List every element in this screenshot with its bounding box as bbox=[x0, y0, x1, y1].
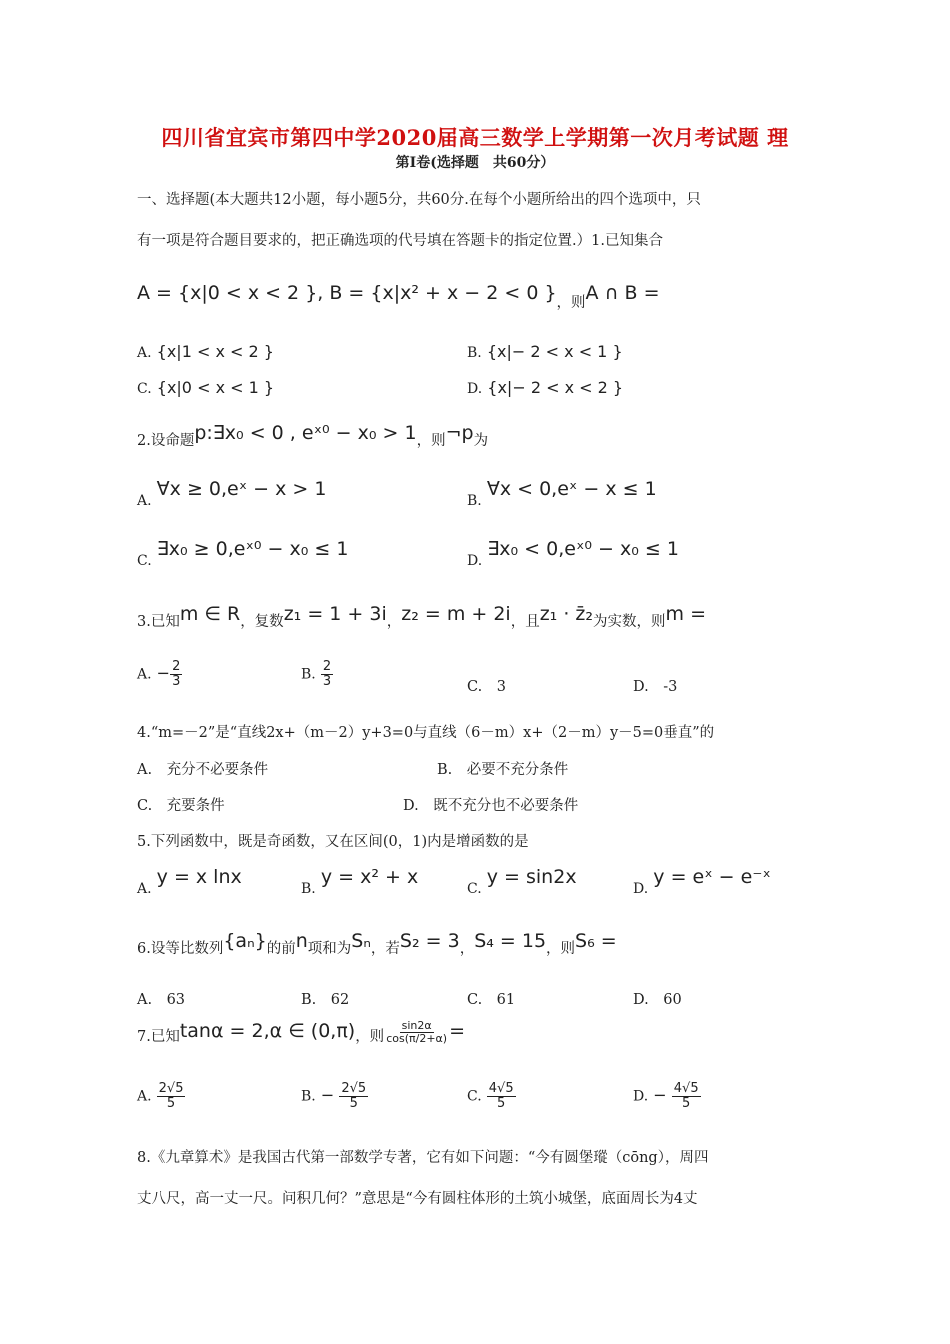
intro-line-2: 有一项是符合题目要求的，把正确选项的代号填在答题卡的指定位置.）1.已知集合 bbox=[137, 233, 663, 249]
q4-option-d: D. 既不充分也不必要条件 bbox=[403, 798, 579, 814]
option-math: y = eˣ − e⁻ˣ bbox=[653, 866, 771, 888]
q3-m1: m ∈ R bbox=[179, 603, 241, 625]
option-text: -3 bbox=[663, 679, 678, 695]
q3-t1: ，复数 bbox=[240, 614, 284, 630]
q6-m6: S₆ = bbox=[575, 930, 617, 952]
fraction-numerator: 2 bbox=[172, 659, 181, 674]
option-math: {x|− 2 < x < 1 } bbox=[486, 342, 623, 361]
q1-option-a bbox=[137, 342, 274, 361]
q6-option-c: C. 61 bbox=[467, 992, 516, 1008]
option-label: C. bbox=[467, 1088, 482, 1105]
q6-t4: ， bbox=[459, 941, 475, 957]
fraction-denominator: cos(π/2+α) bbox=[386, 1032, 448, 1045]
option-label: A. bbox=[137, 493, 152, 509]
option-label: A. bbox=[137, 345, 152, 361]
q3-m4: z₁ · z̄₂ bbox=[539, 603, 594, 625]
q6-option-d: D. 60 bbox=[633, 992, 682, 1008]
option-label: C. bbox=[137, 553, 152, 569]
option-fraction bbox=[487, 1082, 516, 1110]
q5-stem: 5.下列函数中，既是奇函数，又在区间(0，1)内是增函数的是 bbox=[137, 834, 529, 850]
q7-fraction bbox=[384, 1020, 449, 1044]
q7-option-c bbox=[467, 1082, 516, 1110]
q7-option-b bbox=[301, 1082, 368, 1110]
option-label: D. bbox=[467, 553, 483, 569]
option-label: D. bbox=[633, 1088, 649, 1105]
q7-m1: tanα = 2,α ∈ (0,π) bbox=[179, 1020, 356, 1042]
option-text: 3 bbox=[496, 679, 506, 695]
option-sign: − bbox=[156, 663, 171, 683]
q1-option-c bbox=[137, 378, 274, 397]
q2-math2: ¬p bbox=[445, 422, 474, 444]
option-label: C. bbox=[137, 381, 152, 397]
q6-pre: 6.设等比数列 bbox=[137, 941, 224, 957]
q6-m5: S₄ = 15 bbox=[474, 930, 547, 952]
q4-option-a: A. 充分不必要条件 bbox=[137, 762, 269, 778]
option-label: D. bbox=[467, 381, 483, 397]
q3-t2: ， bbox=[386, 614, 402, 630]
option-math: ∀x ≥ 0,eˣ − x > 1 bbox=[156, 478, 327, 500]
option-label: A. bbox=[137, 881, 152, 897]
intro-line-1: 一、选择题(本大题共12小题，每小题5分，共60分.在每个小题所给出的四个选项中，只 bbox=[137, 192, 701, 208]
option-math: {x|0 < x < 1 } bbox=[156, 378, 275, 397]
option-label: A. bbox=[137, 666, 152, 683]
q3-m2: z₁ = 1 + 3i bbox=[283, 603, 387, 625]
option-fraction bbox=[170, 660, 182, 688]
q3-t3: ，且 bbox=[510, 614, 540, 630]
q4-option-b: B. 必要不充分条件 bbox=[437, 762, 569, 778]
q1-stem-math2: A ∩ B = bbox=[585, 282, 660, 304]
fraction-denominator: 3 bbox=[172, 673, 181, 689]
fraction-numerator: sin2α bbox=[401, 1019, 432, 1033]
q3-stem bbox=[137, 603, 706, 630]
q6-t3: ，若 bbox=[370, 941, 400, 957]
option-math: {x|− 2 < x < 2 } bbox=[487, 378, 624, 397]
q1-option-d bbox=[467, 378, 623, 397]
q6-m4: S₂ = 3 bbox=[399, 930, 460, 952]
page-title: 四川省宜宾市第四中学2020届高三数学上学期第一次月考试题 理 bbox=[161, 125, 789, 150]
q3-option-c bbox=[467, 675, 506, 696]
q1-stem bbox=[137, 282, 660, 311]
q2-option-c bbox=[137, 538, 349, 569]
fraction-denominator: 3 bbox=[322, 673, 332, 689]
fraction-numerator: 4√5 bbox=[488, 1081, 514, 1096]
option-fraction bbox=[672, 1082, 701, 1110]
q3-option-a bbox=[137, 660, 182, 688]
q7-option-d bbox=[633, 1082, 701, 1110]
q5-option-b bbox=[301, 866, 419, 897]
q3-t4: 为实数，则 bbox=[593, 614, 666, 630]
q2-stem bbox=[137, 422, 489, 449]
q6-m3: Sₙ bbox=[351, 930, 371, 952]
option-label: B. bbox=[467, 345, 482, 361]
option-fraction bbox=[339, 1082, 368, 1110]
option-math: y = x² + x bbox=[320, 866, 419, 888]
q4-option-c: C. 充要条件 bbox=[137, 798, 225, 814]
fraction-denominator: 5 bbox=[497, 1095, 506, 1111]
q7-option-a bbox=[137, 1082, 185, 1110]
q5-option-d bbox=[633, 866, 771, 897]
fraction-denominator: 5 bbox=[682, 1095, 691, 1111]
q6-option-b: B. 62 bbox=[301, 992, 350, 1008]
q6-m1: {aₙ} bbox=[223, 930, 267, 952]
option-label: C. bbox=[467, 881, 482, 897]
option-math: ∀x < 0,eˣ − x ≤ 1 bbox=[486, 478, 657, 500]
q6-t1: 的前 bbox=[266, 941, 296, 957]
q3-option-d bbox=[633, 675, 677, 696]
q7-eq: = bbox=[449, 1020, 465, 1042]
q3-m5: m = bbox=[665, 603, 706, 625]
q6-t5: ，则 bbox=[546, 941, 576, 957]
option-sign: − bbox=[653, 1085, 667, 1105]
fraction-numerator: 4√5 bbox=[673, 1081, 699, 1096]
fraction-denominator: 5 bbox=[166, 1095, 176, 1111]
q8-line-2: 丈八尺，高一丈一尺。问积几何？”意思是“今有圆柱体形的土筑小城堡，底面周长为4丈 bbox=[137, 1191, 698, 1207]
option-fraction bbox=[157, 1082, 186, 1110]
option-sign: − bbox=[320, 1085, 335, 1105]
q7-stem bbox=[137, 1020, 465, 1045]
option-label: B. bbox=[301, 1088, 316, 1105]
q2-math: p:∃x₀ < 0 , eˣ⁰ − x₀ > 1 bbox=[194, 422, 417, 444]
q2-mid: ，则 bbox=[416, 433, 446, 449]
q1-stem-math: A = {x|0 < x < 2 }, B = {x|x² + x − 2 < 0 } bbox=[137, 282, 557, 304]
section-heading: 第Ⅰ卷(选择题 共60分） bbox=[395, 155, 555, 171]
q6-stem bbox=[137, 930, 617, 957]
option-label: B. bbox=[301, 881, 316, 897]
q8-line-1: 8.《九章算术》是我国古代第一部数学专著，它有如下问题：“今有圆堡瑽（cōng），周四 bbox=[137, 1150, 709, 1166]
fraction-numerator: 2√5 bbox=[341, 1081, 367, 1096]
q2-option-b bbox=[467, 478, 657, 509]
option-math: y = x lnx bbox=[156, 866, 242, 888]
fraction-denominator: 5 bbox=[349, 1095, 358, 1111]
option-label: B. bbox=[467, 493, 482, 509]
option-fraction bbox=[321, 660, 333, 688]
q5-option-a bbox=[137, 866, 242, 897]
q6-t2: 项和为 bbox=[307, 941, 352, 957]
q4-stem: 4.“m=－2”是“直线2x+（m－2）y+3=0与直线（6－m）x+（2－m）y－5=0垂直”的 bbox=[137, 725, 715, 741]
fraction-numerator: 2 bbox=[322, 659, 332, 674]
q7-pre: 7.已知 bbox=[137, 1029, 180, 1045]
q3-pre: 3.已知 bbox=[137, 614, 180, 630]
q3-option-b bbox=[301, 660, 333, 688]
option-label: A. bbox=[137, 1088, 152, 1105]
q1-option-b bbox=[467, 342, 623, 361]
option-math: ∃x₀ < 0,eˣ⁰ − x₀ ≤ 1 bbox=[487, 538, 679, 560]
q2-option-a bbox=[137, 478, 327, 509]
q6-option-a: A. 63 bbox=[137, 992, 186, 1008]
option-math: y = sin2x bbox=[486, 866, 577, 888]
option-math: ∃x₀ ≥ 0,eˣ⁰ − x₀ ≤ 1 bbox=[156, 538, 349, 560]
option-label: D. bbox=[633, 881, 649, 897]
option-label: B. bbox=[301, 666, 316, 683]
option-label: D. bbox=[633, 679, 649, 695]
q6-m2: n bbox=[295, 930, 308, 952]
q3-m3: z₂ = m + 2i bbox=[401, 603, 511, 625]
q2-pre: 2.设命题 bbox=[137, 433, 195, 449]
option-label: C. bbox=[467, 679, 483, 695]
q2-option-d bbox=[467, 538, 679, 569]
option-math: {x|1 < x < 2 } bbox=[156, 342, 274, 361]
q2-post: 为 bbox=[473, 433, 489, 449]
q5-option-c bbox=[467, 866, 577, 897]
fraction-numerator: 2√5 bbox=[158, 1081, 184, 1096]
q1-stem-text: ，则 bbox=[556, 295, 586, 311]
q7-t1: ，则 bbox=[355, 1029, 385, 1045]
